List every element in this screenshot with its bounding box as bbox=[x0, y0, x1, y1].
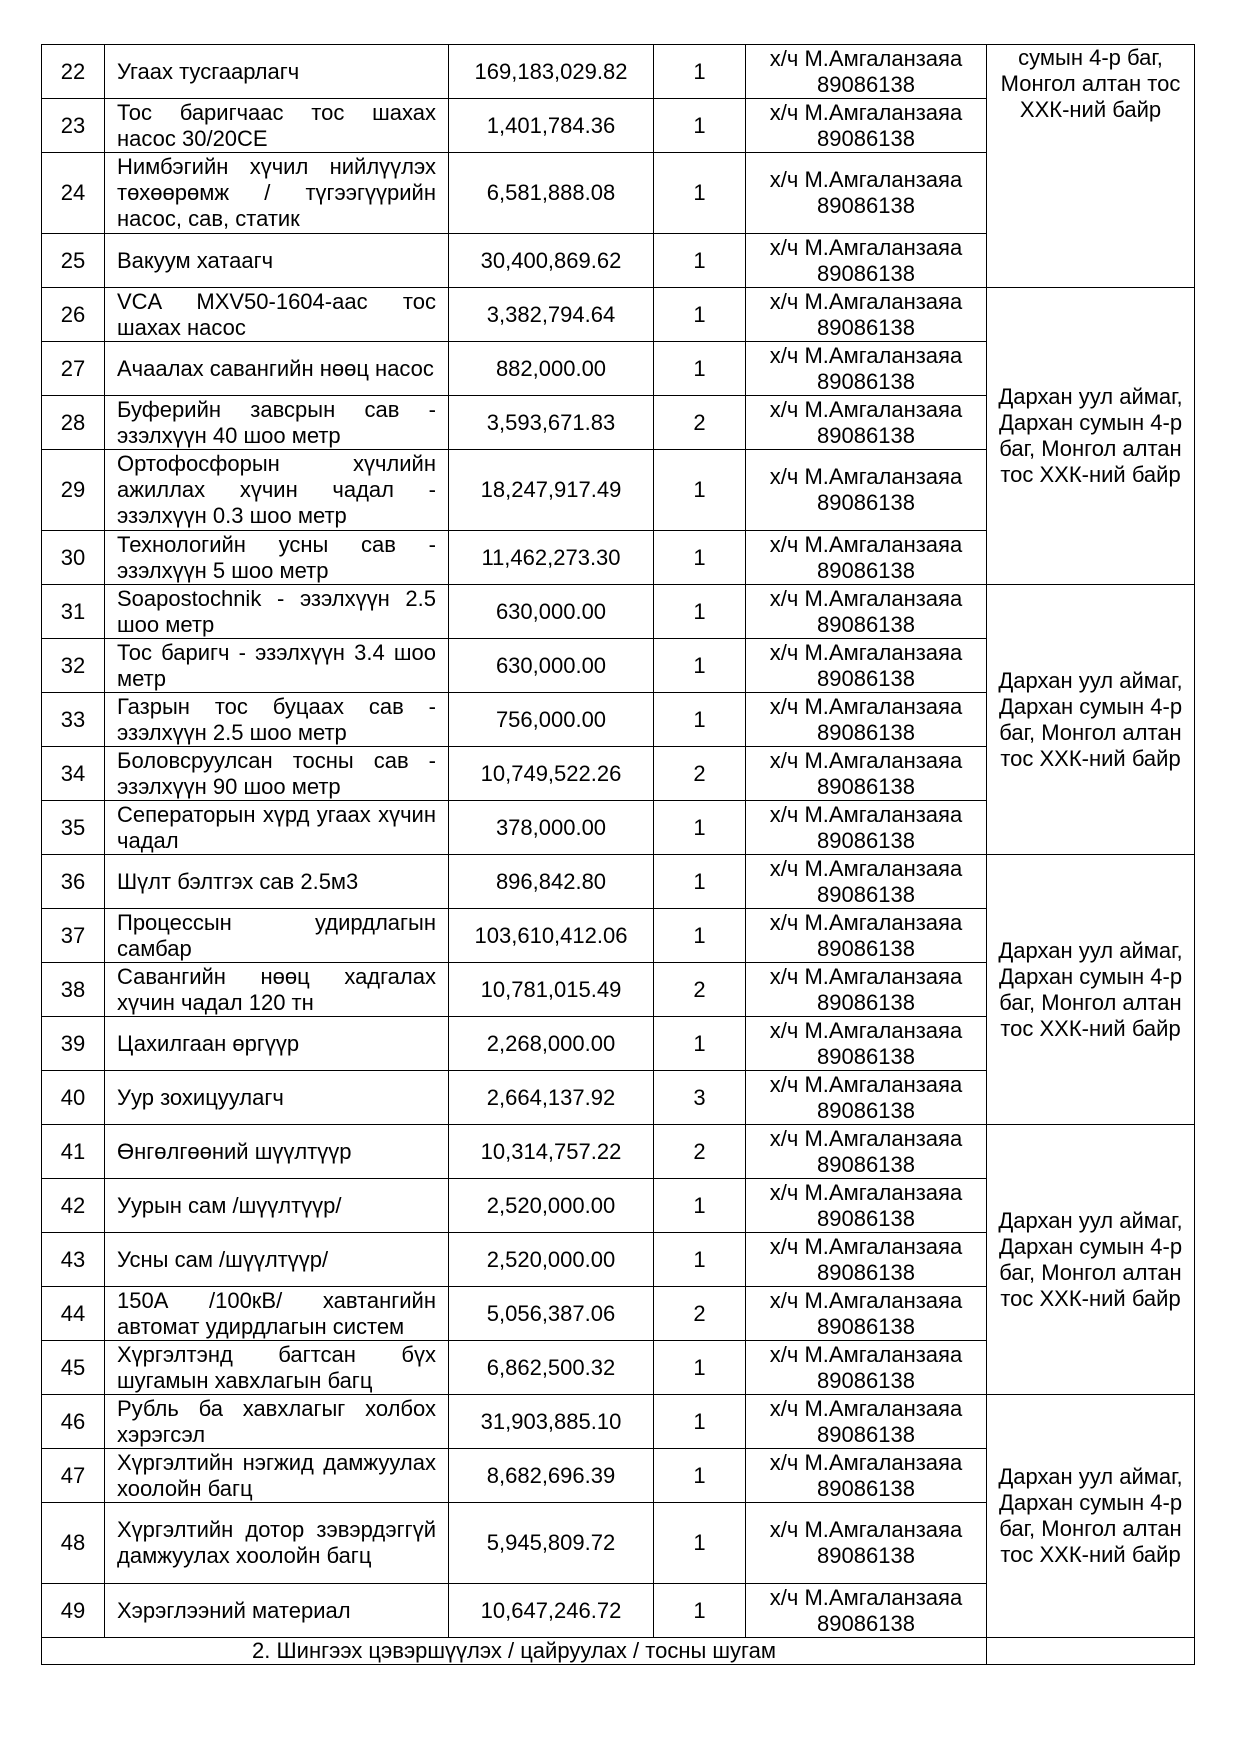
item-name: Боловсруулсан тосны сав - эзэлхүүн 90 шоо метр bbox=[105, 747, 449, 801]
owner-contact: х/ч М.Амгаланзаяа 89086138 bbox=[746, 99, 987, 153]
row-number: 27 bbox=[42, 342, 105, 396]
owner-contact: х/ч М.Амгаланзаяа 89086138 bbox=[746, 1071, 987, 1125]
item-name: Өнгөлгөөний шүүлтүүр bbox=[105, 1125, 449, 1179]
table-row bbox=[42, 1395, 1195, 1449]
item-name: Вакуум хатаагч bbox=[105, 234, 449, 288]
row-number: 36 bbox=[42, 855, 105, 909]
owner-contact: х/ч М.Амгаланзаяа 89086138 bbox=[746, 747, 987, 801]
item-name: 150А /100кВ/ хавтангийн автомат удирдлагын систем bbox=[105, 1287, 449, 1341]
item-name: Хүргэлтийн дотор зэвэрдэггүй дамжуулах хоолойн багц bbox=[105, 1503, 449, 1584]
section-row bbox=[42, 1638, 1195, 1665]
item-qty: 1 bbox=[654, 909, 746, 963]
owner-contact: х/ч М.Амгаланзаяа 89086138 bbox=[746, 531, 987, 585]
item-price: 3,382,794.64 bbox=[449, 288, 654, 342]
owner-contact: х/ч М.Амгаланзаяа 89086138 bbox=[746, 1395, 987, 1449]
item-qty: 1 bbox=[654, 1017, 746, 1071]
row-number: 33 bbox=[42, 693, 105, 747]
asset-table bbox=[41, 44, 1195, 1665]
item-name: Ортофосфорын хүчлийн ажиллах хүчин чадал - эзэлхүүн 0.3 шоо метр bbox=[105, 450, 449, 531]
item-name: VCA MXV50-1604-аас тос шахах насос bbox=[105, 288, 449, 342]
item-name: Рубль ба хавхлагыг холбох хэрэгсэл bbox=[105, 1395, 449, 1449]
row-number: 44 bbox=[42, 1287, 105, 1341]
row-number: 47 bbox=[42, 1449, 105, 1503]
item-qty: 2 bbox=[654, 396, 746, 450]
item-name: Процессын удирдлагын самбар bbox=[105, 909, 449, 963]
owner-contact: х/ч М.Амгаланзаяа 89086138 bbox=[746, 585, 987, 639]
item-qty: 1 bbox=[654, 288, 746, 342]
owner-contact: х/ч М.Амгаланзаяа 89086138 bbox=[746, 1341, 987, 1395]
row-number: 46 bbox=[42, 1395, 105, 1449]
owner-contact: х/ч М.Амгаланзаяа 89086138 bbox=[746, 342, 987, 396]
row-number: 48 bbox=[42, 1503, 105, 1584]
owner-contact: х/ч М.Амгаланзаяа 89086138 bbox=[746, 153, 987, 234]
row-number: 49 bbox=[42, 1584, 105, 1638]
item-qty: 1 bbox=[654, 342, 746, 396]
location-cell: сумын 4-р баг, Монгол алтан тос ХХК-ний байр bbox=[987, 45, 1195, 288]
owner-contact: х/ч М.Амгаланзаяа 89086138 bbox=[746, 450, 987, 531]
item-name: Хүргэлтэнд багтсан бүх шугамын хавхлагын багц bbox=[105, 1341, 449, 1395]
row-number: 30 bbox=[42, 531, 105, 585]
location-cell: Дархан уул аймаг, Дархан сумын 4-р баг, Монгол алтан тос ХХК-ний байр bbox=[987, 1125, 1195, 1395]
item-price: 2,520,000.00 bbox=[449, 1179, 654, 1233]
item-price: 8,682,696.39 bbox=[449, 1449, 654, 1503]
item-price: 2,268,000.00 bbox=[449, 1017, 654, 1071]
item-qty: 1 bbox=[654, 153, 746, 234]
row-number: 23 bbox=[42, 99, 105, 153]
item-qty: 1 bbox=[654, 693, 746, 747]
item-name: Тос баригч - эзэлхүүн 3.4 шоо метр bbox=[105, 639, 449, 693]
item-qty: 2 bbox=[654, 747, 746, 801]
item-name: Технологийн усны сав - эзэлхүүн 5 шоо метр bbox=[105, 531, 449, 585]
item-price: 103,610,412.06 bbox=[449, 909, 654, 963]
owner-contact: х/ч М.Амгаланзаяа 89086138 bbox=[746, 1179, 987, 1233]
table-row bbox=[42, 855, 1195, 909]
owner-contact: х/ч М.Амгаланзаяа 89086138 bbox=[746, 1503, 987, 1584]
row-number: 31 bbox=[42, 585, 105, 639]
item-qty: 1 bbox=[654, 1233, 746, 1287]
item-name: Хэрэглээний материал bbox=[105, 1584, 449, 1638]
owner-contact: х/ч М.Амгаланзаяа 89086138 bbox=[746, 1584, 987, 1638]
owner-contact: х/ч М.Амгаланзаяа 89086138 bbox=[746, 45, 987, 99]
item-qty: 1 bbox=[654, 639, 746, 693]
item-name: Газрын тос буцаах сав - эзэлхүүн 2.5 шоо метр bbox=[105, 693, 449, 747]
row-number: 38 bbox=[42, 963, 105, 1017]
row-number: 32 bbox=[42, 639, 105, 693]
item-price: 31,903,885.10 bbox=[449, 1395, 654, 1449]
item-price: 5,056,387.06 bbox=[449, 1287, 654, 1341]
section-blank-cell bbox=[987, 1638, 1195, 1665]
item-qty: 1 bbox=[654, 45, 746, 99]
item-name: Угаах тусгаарлагч bbox=[105, 45, 449, 99]
owner-contact: х/ч М.Амгаланзаяа 89086138 bbox=[746, 855, 987, 909]
row-number: 22 bbox=[42, 45, 105, 99]
owner-contact: х/ч М.Амгаланзаяа 89086138 bbox=[746, 396, 987, 450]
item-qty: 2 bbox=[654, 1287, 746, 1341]
table-row bbox=[42, 585, 1195, 639]
owner-contact: х/ч М.Амгаланзаяа 89086138 bbox=[746, 1125, 987, 1179]
item-qty: 1 bbox=[654, 234, 746, 288]
row-number: 35 bbox=[42, 801, 105, 855]
item-name: Нимбэгийн хүчил нийлүүлэх төхөөрөмж / түгээгүүрийн насос, сав, статик bbox=[105, 153, 449, 234]
item-price: 630,000.00 bbox=[449, 639, 654, 693]
owner-contact: х/ч М.Амгаланзаяа 89086138 bbox=[746, 1287, 987, 1341]
item-price: 169,183,029.82 bbox=[449, 45, 654, 99]
item-name: Soapostochnik - эзэлхүүн 2.5 шоо метр bbox=[105, 585, 449, 639]
owner-contact: х/ч М.Амгаланзаяа 89086138 bbox=[746, 639, 987, 693]
item-price: 378,000.00 bbox=[449, 801, 654, 855]
item-qty: 1 bbox=[654, 855, 746, 909]
item-qty: 3 bbox=[654, 1071, 746, 1125]
row-number: 45 bbox=[42, 1341, 105, 1395]
item-qty: 1 bbox=[654, 801, 746, 855]
item-name: Хүргэлтийн нэгжид дамжуулах хоолойн багц bbox=[105, 1449, 449, 1503]
item-qty: 1 bbox=[654, 1179, 746, 1233]
row-number: 40 bbox=[42, 1071, 105, 1125]
row-number: 25 bbox=[42, 234, 105, 288]
item-qty: 1 bbox=[654, 1503, 746, 1584]
item-price: 882,000.00 bbox=[449, 342, 654, 396]
item-price: 10,781,015.49 bbox=[449, 963, 654, 1017]
item-price: 2,664,137.92 bbox=[449, 1071, 654, 1125]
owner-contact: х/ч М.Амгаланзаяа 89086138 bbox=[746, 1017, 987, 1071]
row-number: 34 bbox=[42, 747, 105, 801]
section-title: 2. Шингээх цэвэршүүлэх / цайруулах / тосны шугам bbox=[42, 1638, 987, 1665]
row-number: 29 bbox=[42, 450, 105, 531]
owner-contact: х/ч М.Амгаланзаяа 89086138 bbox=[746, 1449, 987, 1503]
item-qty: 1 bbox=[654, 1395, 746, 1449]
item-price: 1,401,784.36 bbox=[449, 99, 654, 153]
owner-contact: х/ч М.Амгаланзаяа 89086138 bbox=[746, 234, 987, 288]
table-row bbox=[42, 1125, 1195, 1179]
item-name: Сеператорын хүрд угаах хүчин чадал bbox=[105, 801, 449, 855]
location-cell: Дархан уул аймаг, Дархан сумын 4-р баг, Монгол алтан тос ХХК-ний байр bbox=[987, 585, 1195, 855]
item-name: Уур зохицуулагч bbox=[105, 1071, 449, 1125]
row-number: 39 bbox=[42, 1017, 105, 1071]
item-name: Усны сам /шүүлтүүр/ bbox=[105, 1233, 449, 1287]
item-price: 630,000.00 bbox=[449, 585, 654, 639]
item-name: Ачаалах савангийн нөөц насос bbox=[105, 342, 449, 396]
row-number: 26 bbox=[42, 288, 105, 342]
location-cell: Дархан уул аймаг, Дархан сумын 4-р баг, Монгол алтан тос ХХК-ний байр bbox=[987, 855, 1195, 1125]
item-name: Шүлт бэлтгэх сав 2.5м3 bbox=[105, 855, 449, 909]
owner-contact: х/ч М.Амгаланзаяа 89086138 bbox=[746, 1233, 987, 1287]
row-number: 24 bbox=[42, 153, 105, 234]
item-price: 5,945,809.72 bbox=[449, 1503, 654, 1584]
item-name: Тос баригчаас тос шахах насос 30/20CE bbox=[105, 99, 449, 153]
row-number: 43 bbox=[42, 1233, 105, 1287]
item-qty: 1 bbox=[654, 99, 746, 153]
item-price: 6,581,888.08 bbox=[449, 153, 654, 234]
owner-contact: х/ч М.Амгаланзаяа 89086138 bbox=[746, 288, 987, 342]
item-qty: 1 bbox=[654, 1341, 746, 1395]
item-price: 6,862,500.32 bbox=[449, 1341, 654, 1395]
row-number: 42 bbox=[42, 1179, 105, 1233]
item-name: Цахилгаан өргүүр bbox=[105, 1017, 449, 1071]
owner-contact: х/ч М.Амгаланзаяа 89086138 bbox=[746, 693, 987, 747]
owner-contact: х/ч М.Амгаланзаяа 89086138 bbox=[746, 963, 987, 1017]
item-price: 2,520,000.00 bbox=[449, 1233, 654, 1287]
item-qty: 1 bbox=[654, 585, 746, 639]
item-name: Уурын сам /шүүлтүүр/ bbox=[105, 1179, 449, 1233]
item-price: 3,593,671.83 bbox=[449, 396, 654, 450]
item-qty: 2 bbox=[654, 963, 746, 1017]
item-price: 756,000.00 bbox=[449, 693, 654, 747]
item-qty: 1 bbox=[654, 1449, 746, 1503]
item-price: 10,749,522.26 bbox=[449, 747, 654, 801]
location-cell: Дархан уул аймаг, Дархан сумын 4-р баг, Монгол алтан тос ХХК-ний байр bbox=[987, 1395, 1195, 1638]
owner-contact: х/ч М.Амгаланзаяа 89086138 bbox=[746, 909, 987, 963]
item-price: 896,842.80 bbox=[449, 855, 654, 909]
location-cell: Дархан уул аймаг, Дархан сумын 4-р баг, Монгол алтан тос ХХК-ний байр bbox=[987, 288, 1195, 585]
item-price: 30,400,869.62 bbox=[449, 234, 654, 288]
row-number: 37 bbox=[42, 909, 105, 963]
item-qty: 1 bbox=[654, 450, 746, 531]
item-qty: 1 bbox=[654, 1584, 746, 1638]
item-price: 10,314,757.22 bbox=[449, 1125, 654, 1179]
item-price: 11,462,273.30 bbox=[449, 531, 654, 585]
row-number: 41 bbox=[42, 1125, 105, 1179]
table-row bbox=[42, 288, 1195, 342]
item-qty: 1 bbox=[654, 531, 746, 585]
table-row bbox=[42, 45, 1195, 99]
item-price: 10,647,246.72 bbox=[449, 1584, 654, 1638]
item-name: Буферийн завсрын сав - эзэлхүүн 40 шоо метр bbox=[105, 396, 449, 450]
row-number: 28 bbox=[42, 396, 105, 450]
item-price: 18,247,917.49 bbox=[449, 450, 654, 531]
owner-contact: х/ч М.Амгаланзаяа 89086138 bbox=[746, 801, 987, 855]
item-name: Савангийн нөөц хадгалах хүчин чадал 120 тн bbox=[105, 963, 449, 1017]
item-qty: 2 bbox=[654, 1125, 746, 1179]
